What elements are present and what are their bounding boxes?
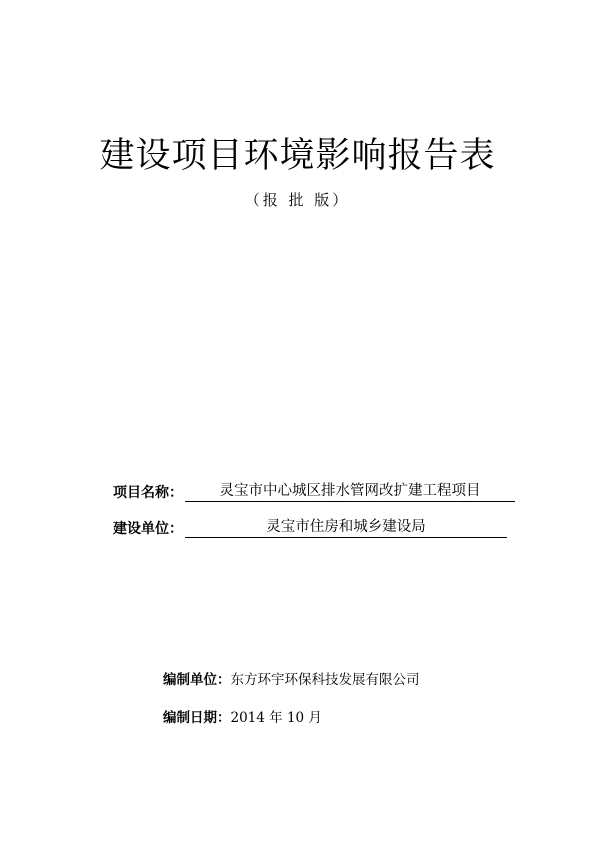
project-name-value: 灵宝市中心城区排水管网改扩建工程项目	[185, 482, 515, 502]
compiler-value: 东方环宇环保科技发展有限公司	[230, 672, 420, 688]
compiler-label: 编制单位	[163, 672, 217, 688]
construction-unit-label: 建设单位	[113, 521, 169, 537]
compile-date-row	[163, 707, 322, 727]
compile-date-value: 2014 年 10 月	[230, 710, 322, 726]
construction-unit-value: 灵宝市住房和城乡建设局	[185, 518, 507, 538]
project-name-colon: ：	[169, 485, 183, 501]
compile-date-colon: ：	[217, 710, 231, 726]
project-name-row	[113, 480, 515, 502]
document-title: 建设项目环境影响报告表	[99, 136, 496, 176]
document-subtitle: （报 批 版）	[244, 191, 351, 209]
compiler-colon: ：	[217, 672, 231, 688]
construction-unit-row	[113, 516, 507, 538]
compile-date-label: 编制日期	[163, 710, 217, 726]
construction-unit-colon: ：	[169, 521, 183, 537]
compiler-row	[163, 669, 420, 689]
project-name-label: 项目名称	[113, 485, 169, 501]
